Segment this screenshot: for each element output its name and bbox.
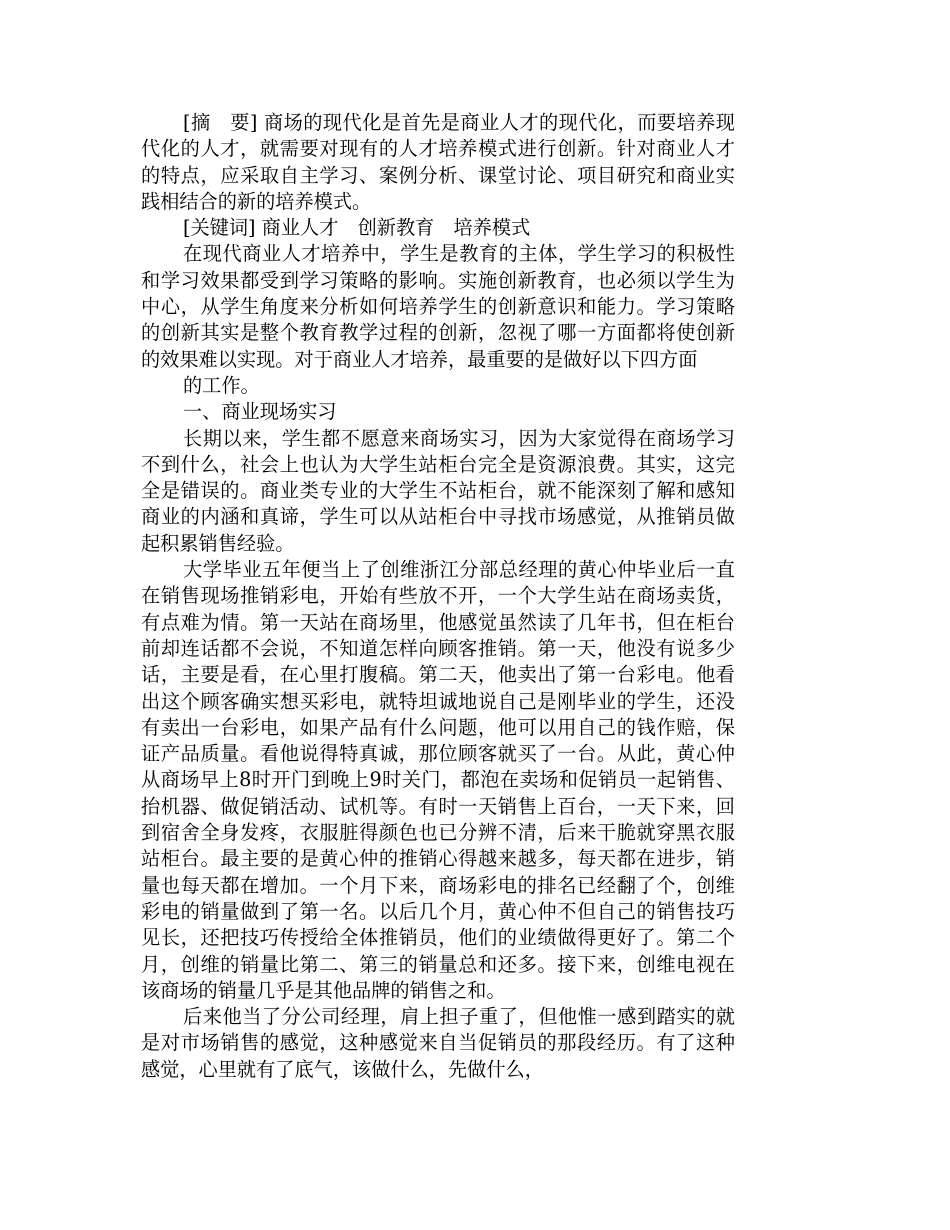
body-paragraph-intro: 在现代商业人才培养中，学生是教育的主体，学生学习的积极性和学习效果都受到学习策略的影响。实施创新教育，也必须以学生为中心，从学生角度来分析如何培养学生的创新意识和能力。学习策略的创新其实是整个教育教学过程的创新，忽视了哪一方面都将使创新的效果难以实现。对于商业人才培养，最重要的是做好以下四方面: [141, 242, 735, 371]
keywords-label: [关键词]: [183, 216, 256, 240]
body-paragraph-intro-cont: 的工作。: [183, 373, 260, 397]
document-body: [141, 110, 735, 1083]
keywords-paragraph: [141, 215, 735, 241]
abstract-label: [摘 要]: [183, 111, 258, 134]
body-paragraph-case-story: 大学毕业五年便当上了创维浙江分部总经理的黄心仲毕业后一直在销售现场推销彩电，开始有些放不开，一个大学生站在商场卖货，有点难为情。第一天站在商场里，他感觉虽然读了几年书，但在柜台前却连话都不会说，不知道怎样向顾客推销。第一天，他没有说多少话，主要是看，在心里打腹稿。第二天，他卖出了第一台彩电。他看出这个顾客确实想买彩电，就特坦诚地说自己是刚毕业的学生，还没有卖出一台彩电，如果产品有什么问题，他可以用自己的钱作赔，保证产品质量。看他说得特真诚，那位顾客就买了一台。从此，黄心仲从商场早上8时开门到晚上9时关门，都泡在卖场和促销员一起销售、抬机器、做促销活动、试机等。有时一天销售上百台，一天下来，回到宿舍全身发疼，衣服脏得颜色也已分辨不清，后来干脆就穿黑衣服站柜台。最主要的是黄心仲的推销心得越来越多，每天都在进步，销量也每天都在增加。一个月下来，商场彩电的排名已经翻了个，创维彩电的销量做到了第一名。以后几个月，黄心仲不但自己的销售技巧见长，还把技巧传授给全体推销员，他们的业绩做得更好了。第二个月，创维的销量比第二、第三的销量总和还多。接下来，创维电视在该商场的销量几乎是其他品牌的销售之和。: [141, 558, 735, 1002]
abstract-paragraph: [141, 110, 735, 215]
body-paragraph-internship: 长期以来，学生都不愿意来商场实习，因为大家觉得在商场学习不到什么，社会上也认为大学生站柜台完全是资源浪费。其实，这完全是错误的。商业类专业的大学生不站柜台，就不能深刻了解和感知商业的内涵和真谛，学生可以从站柜台中寻找市场感觉，从推销员做起积累销售经验。: [141, 426, 735, 555]
body-paragraph-manager: 后来他当了分公司经理，肩上担子重了，但他惟一感到踏实的就是对市场销售的感觉，这种感觉来自当促销员的那段经历。有了这种感觉，心里就有了底气，该做什么，先做什么，: [141, 1005, 735, 1081]
section-heading-1: 一、商业现场实习: [183, 400, 337, 424]
abstract-text: 商场的现代化是首先是商业人才的现代化，而要培养现代化的人才，就需要对现有的人才培养模式进行创新。针对商业人才的特点，应采取自主学习、案例分析、课堂讨论、项目研究和商业实践相结合的新的培养模式。: [141, 111, 735, 213]
keywords-text: 商业人才 创新教育 培养模式: [261, 216, 531, 240]
